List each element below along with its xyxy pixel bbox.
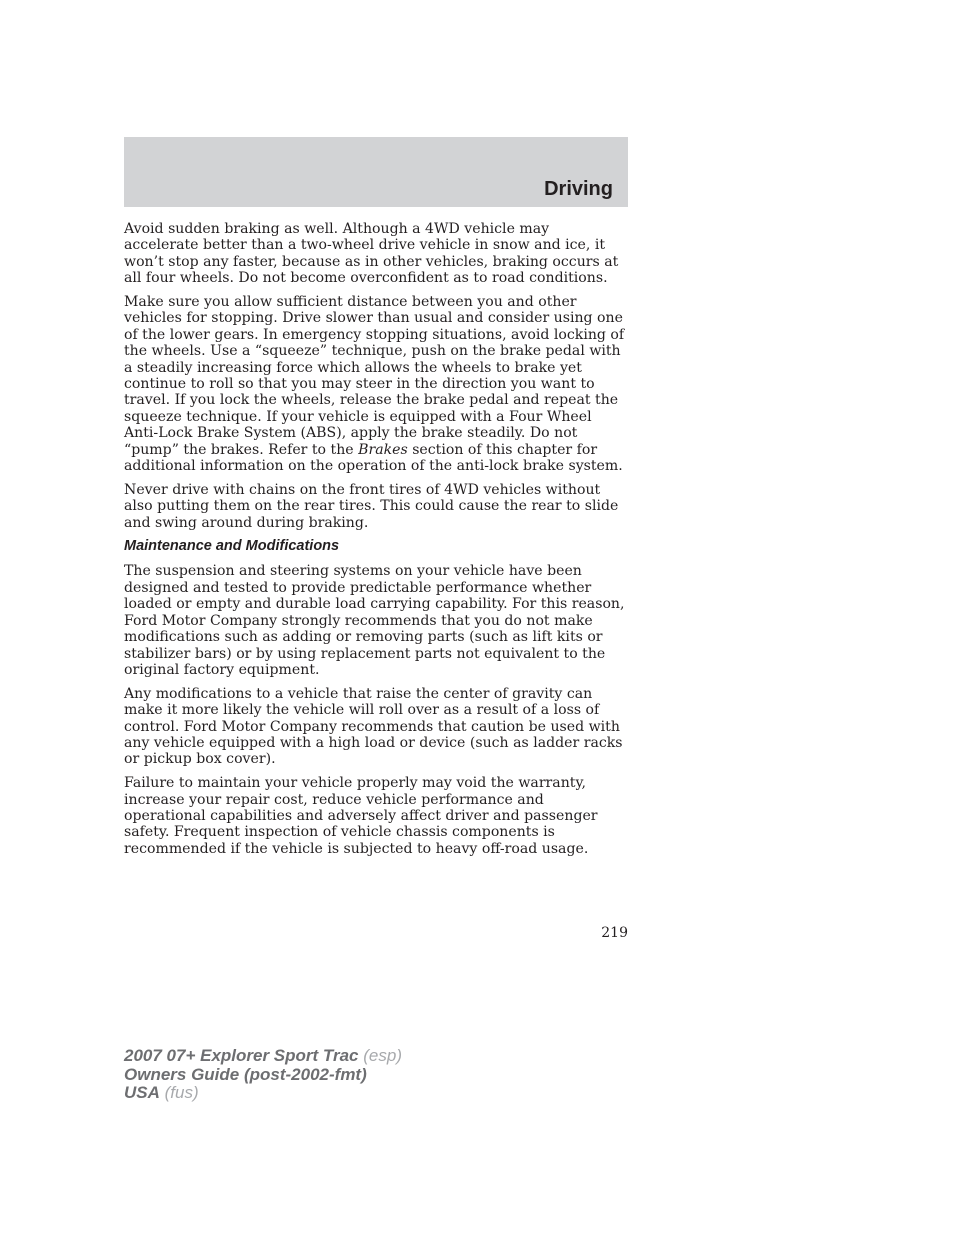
- footer-market: USA: [124, 1083, 160, 1102]
- paragraph-text: section of this chapter for additional information on the operation of the anti-lock brake system.: [124, 441, 623, 475]
- paragraph-maintenance-warning: Failure to maintain your vehicle properly may void the warranty, increase your repair cost, reduce vehicle performance and operational capabilities and adversely affect driver and passenger safety. Frequent inspection of vehicle chassis components is recommended if the vehicle is subjected to heavy off-road usage.: [124, 775, 598, 857]
- footer-model: 2007 07+ Explorer Sport Trac: [124, 1046, 359, 1065]
- footer-market-code: (fus): [164, 1083, 199, 1102]
- section-header-band: [124, 137, 628, 207]
- footer-guide: Owners Guide (post-2002-fmt): [124, 1064, 367, 1084]
- subheading-maintenance: Maintenance and Modifications: [124, 538, 340, 555]
- brakes-reference: Brakes: [358, 441, 408, 458]
- paragraph-stopping-distance: [124, 294, 628, 474]
- paragraph-modifications: Any modifications to a vehicle that raise the center of gravity can make it more likely the vehicle will roll over as a result of a loss of control. Ford Motor Company recommends that caution be used with any vehicle equipped with a high load or device (such as ladder racks or pickup box cover).: [124, 685, 623, 768]
- paragraph-chains: Never drive with chains on the front tires of 4WD vehicles without also putting them on the rear tires. This could cause the rear to slide and swing around during braking.: [124, 481, 619, 531]
- footer-line-3: [124, 1084, 402, 1103]
- footer-line-2: [124, 1066, 402, 1085]
- section-title: Driving: [544, 178, 613, 200]
- document-footer: [124, 1047, 402, 1103]
- paragraph-suspension: The suspension and steering systems on your vehicle have been designed and tested to provide predictable performance whether loaded or empty and durable load carrying capability. For this reason, Ford Motor Company strongly recommends that you do not make modifications such as adding or removing parts (such as lift kits or stabilizer bars) or by using replacement parts not equivalent to the original factory equipment.: [124, 563, 625, 678]
- page-content: [124, 221, 628, 865]
- footer-model-code: (esp): [363, 1046, 402, 1065]
- footer-line-1: [124, 1047, 402, 1066]
- paragraph-text: Make sure you allow sufficient distance between you and other vehicles for stopping. Drive slower than usual and consider using one of the lower gears. In emergency stopping situations, avoid locking of the wheels. Use a “squeeze” technique, push on the brake pedal with a steadily increasing force which allows the wheels to brake yet continue to roll so that you may steer in the direction you want to travel. If you lock the wheels, release the brake pedal and repeat the squeeze technique. If your vehicle is equipped with a Four Wheel Anti-Lock Brake System (ABS), apply the brake steadily. Do not “pump” the brakes. Refer to the: [124, 294, 625, 458]
- paragraph-braking: Avoid sudden braking as well. Although a 4WD vehicle may accelerate better than a two-wheel drive vehicle in snow and ice, it won’t stop any faster, because as in other vehicles, braking occurs at all four wheels. Do not become overconfident as to road conditions.: [124, 221, 619, 287]
- page-number: 219: [601, 925, 628, 941]
